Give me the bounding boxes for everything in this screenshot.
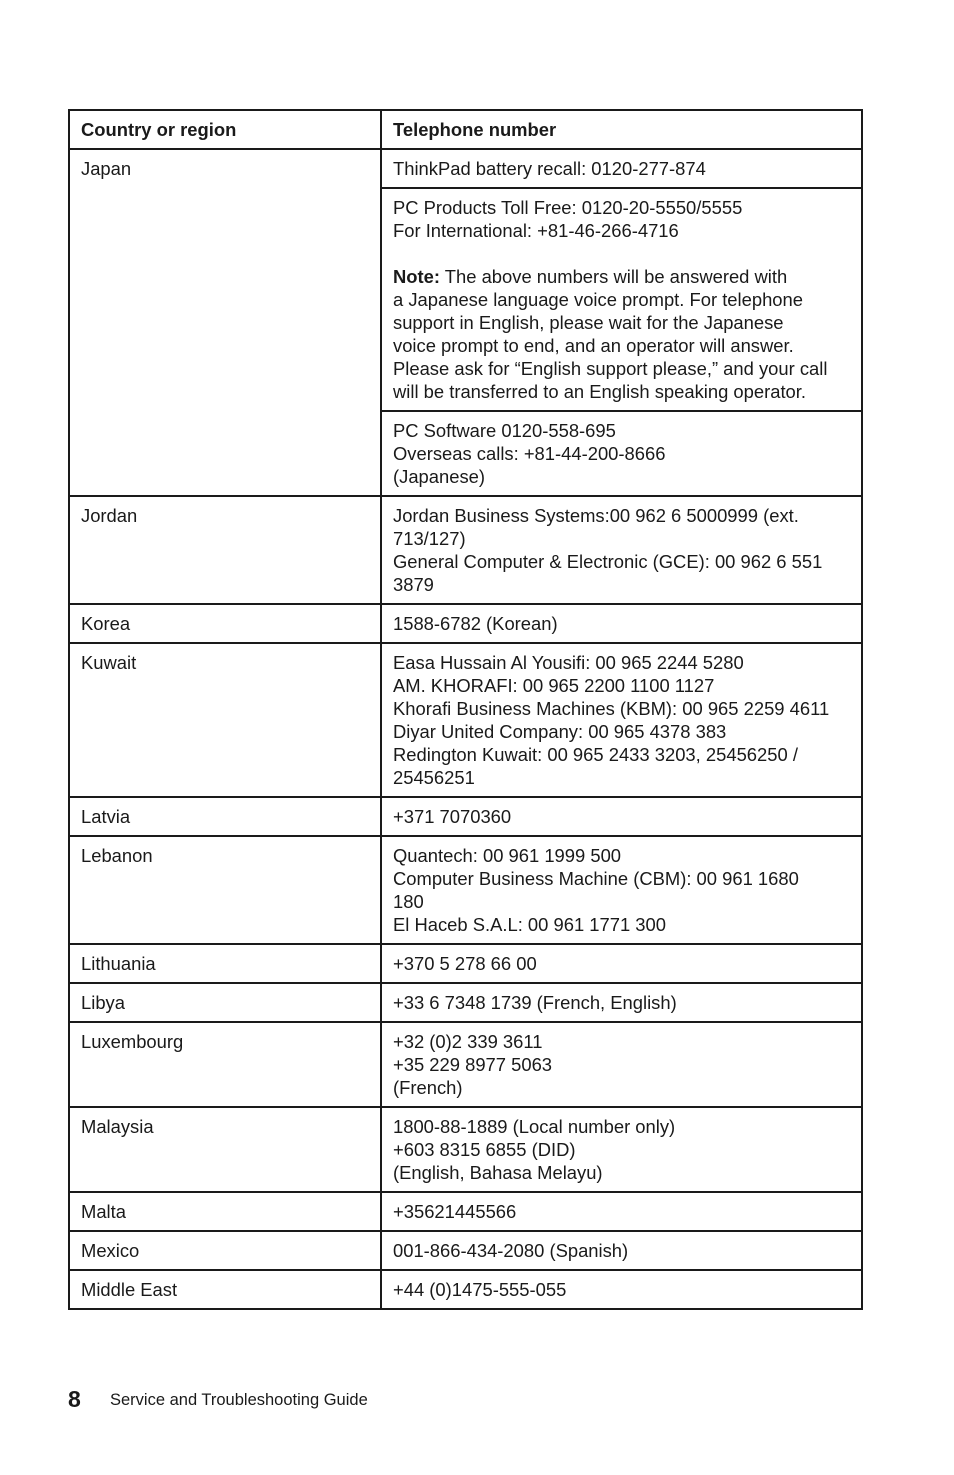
table-row-mexico <box>69 1231 862 1270</box>
table-row-lithuania <box>69 944 862 983</box>
note-line <box>393 265 850 288</box>
table-row-libya <box>69 983 862 1022</box>
phone-cell-jordan <box>381 496 862 604</box>
country-cell-lithuania: Lithuania <box>69 944 381 983</box>
phone-line: Quantech: 00 961 1999 500 <box>393 845 622 866</box>
table-row-middle-east <box>69 1270 862 1309</box>
table-row-kuwait <box>69 643 862 797</box>
phone-line: 713/127) <box>393 528 466 549</box>
country-cell-libya: Libya <box>69 983 381 1022</box>
table-row-lebanon <box>69 836 862 944</box>
table-row-malaysia <box>69 1107 862 1192</box>
table-row-luxembourg <box>69 1022 862 1107</box>
phone-line: Overseas calls: +81-44-200-8666 <box>393 443 666 464</box>
phone-line: For International: +81-46-266-4716 <box>393 220 679 241</box>
note-text-line: will be transferred to an English speaking operator. <box>393 381 807 402</box>
country-cell-kuwait: Kuwait <box>69 643 381 797</box>
phone-line: ThinkPad battery recall: 0120-277-874 <box>393 158 706 179</box>
phone-cell-malta <box>381 1192 862 1231</box>
phone-line: PC Software 0120-558-695 <box>393 420 616 441</box>
phone-line: +44 (0)1475-555-055 <box>393 1279 567 1300</box>
phone-cell-malaysia <box>381 1107 862 1192</box>
phone-cell-korea <box>381 604 862 643</box>
phone-cell-japan-battery <box>381 149 862 188</box>
note-text-line: Please ask for “English support please,” and your call <box>393 358 828 379</box>
phone-line: +35 229 8977 5063 <box>393 1054 553 1075</box>
table-row-japan-battery <box>69 149 862 188</box>
country-cell-luxembourg: Luxembourg <box>69 1022 381 1107</box>
phone-line: (English, Bahasa Melayu) <box>393 1162 603 1183</box>
phone-cell-japan-software <box>381 411 862 496</box>
phone-line: Jordan Business Systems:00 962 6 5000999 (ext. <box>393 505 799 526</box>
phone-cell-kuwait <box>381 643 862 797</box>
phone-line: AM. KHORAFI: 00 965 2200 1100 1127 <box>393 675 715 696</box>
phone-line: +371 7070360 <box>393 806 512 827</box>
country-cell-malta: Malta <box>69 1192 381 1231</box>
country-cell-middle-east: Middle East <box>69 1270 381 1309</box>
phone-line: (Japanese) <box>393 466 486 487</box>
note-text-line: support in English, please wait for the Japanese <box>393 312 784 333</box>
country-cell-mexico: Mexico <box>69 1231 381 1270</box>
page-number: 8 <box>68 1386 81 1412</box>
phone-line: Easa Hussain Al Yousifi: 00 965 2244 5280 <box>393 652 744 673</box>
country-cell-lebanon: Lebanon <box>69 836 381 944</box>
phone-line: +32 (0)2 339 3611 <box>393 1031 543 1052</box>
phone-line: 3879 <box>393 574 434 595</box>
column-header-country: Country or region <box>69 110 381 149</box>
country-cell-malaysia: Malaysia <box>69 1107 381 1192</box>
phone-cell-lebanon <box>381 836 862 944</box>
footer-title: Service and Troubleshooting Guide <box>110 1391 368 1409</box>
country-cell-latvia: Latvia <box>69 797 381 836</box>
phone-line: Redington Kuwait: 00 965 2433 3203, 25456250 / <box>393 744 798 765</box>
phone-line: 180 <box>393 891 424 912</box>
phone-line: 25456251 <box>393 767 475 788</box>
table-row-korea <box>69 604 862 643</box>
phone-cell-libya <box>381 983 862 1022</box>
note-label: Note: <box>393 266 440 287</box>
phone-line: 1588-6782 (Korean) <box>393 613 558 634</box>
note-text-line: The above numbers will be answered with <box>444 266 788 287</box>
phone-cell-mexico <box>381 1231 862 1270</box>
phone-line: +35621445566 <box>393 1201 517 1222</box>
phone-line: +370 5 278 66 00 <box>393 953 537 974</box>
phone-line: 1800-88-1889 (Local number only) <box>393 1116 676 1137</box>
phone-cell-luxembourg <box>381 1022 862 1107</box>
phone-cell-latvia <box>381 797 862 836</box>
column-header-phone: Telephone number <box>381 110 862 149</box>
table-row-latvia <box>69 797 862 836</box>
phone-line: Khorafi Business Machines (KBM): 00 965 2259 4611 <box>393 698 830 719</box>
country-cell-japan: Japan <box>69 149 381 496</box>
table-header-row <box>69 110 862 149</box>
country-cell-korea: Korea <box>69 604 381 643</box>
table-row-jordan <box>69 496 862 604</box>
phone-cell-lithuania <box>381 944 862 983</box>
phone-line: +603 8315 6855 (DID) <box>393 1139 576 1160</box>
phone-line: 001-866-434-2080 (Spanish) <box>393 1240 629 1261</box>
phone-line: +33 6 7348 1739 (French, English) <box>393 992 677 1013</box>
phone-line: El Haceb S.A.L: 00 961 1771 300 <box>393 914 666 935</box>
phone-line: Diyar United Company: 00 965 4378 383 <box>393 721 727 742</box>
phone-cell-japan-pc-products <box>381 188 862 411</box>
support-phone-table <box>68 109 863 1310</box>
note-text-line: a Japanese language voice prompt. For telephone <box>393 289 803 310</box>
phone-cell-middle-east <box>381 1270 862 1309</box>
phone-line: General Computer & Electronic (GCE): 00 962 6 551 <box>393 551 823 572</box>
note-text-line: voice prompt to end, and an operator will answer. <box>393 335 794 356</box>
phone-line: PC Products Toll Free: 0120-20-5550/5555 <box>393 197 743 218</box>
phone-line: (French) <box>393 1077 463 1098</box>
phone-line: Computer Business Machine (CBM): 00 961 1680 <box>393 868 799 889</box>
country-cell-jordan: Jordan <box>69 496 381 604</box>
table-row-malta <box>69 1192 862 1231</box>
